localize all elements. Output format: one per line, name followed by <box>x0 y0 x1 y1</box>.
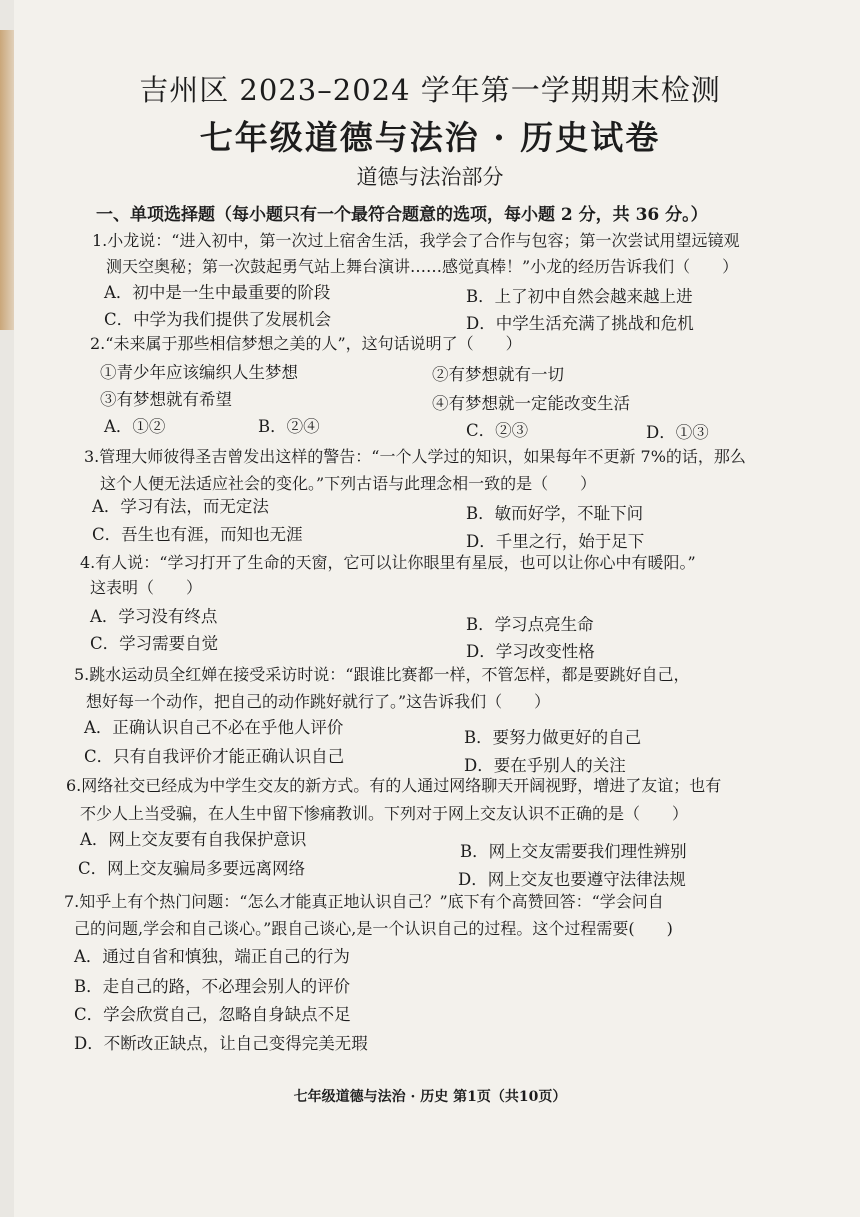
question-1-option-d: D．中学生活充满了挑战和危机 <box>466 314 694 333</box>
question-5-option-d: D．要在乎别人的关注 <box>464 756 626 775</box>
question-2-option-c: C．②③ <box>466 421 529 440</box>
question-1-line-1: 1.小龙说：“进入初中，第一次过上宿舍生活，我学会了合作与包容；第一次尝试用望远镜观 <box>92 231 740 250</box>
question-5-line-2: 想好每一个动作，把自己的动作跳好就行了。”这告诉我们（ ） <box>86 692 551 711</box>
exam-title: 吉州区 2023–2024 学年第一学期期末检测 <box>139 73 721 107</box>
question-4-line-1: 4.有人说：“学习打开了生命的天窗，它可以让你眼里有星辰，也可以让你心中有暖阳。” <box>80 553 696 572</box>
question-3-option-a: A．学习有法，而无定法 <box>92 497 269 516</box>
question-2-option-d: D．①③ <box>646 423 709 442</box>
question-4-option-c: C．学习需要自觉 <box>90 634 219 653</box>
question-1-option-c: C．中学为我们提供了发展机会 <box>104 310 332 329</box>
question-2-statement-4: ④有梦想就一定能改变生活 <box>432 394 630 413</box>
question-4-option-b: B．学习点亮生命 <box>466 615 594 634</box>
part-title: 道德与法治部分 <box>356 165 504 189</box>
question-1-option-b: B．上了初中自然会越来越上进 <box>466 287 693 306</box>
question-7-option-c: C．学会欣赏自己，忽略自身缺点不足 <box>74 1005 351 1024</box>
question-2-option-b: B．②④ <box>258 417 320 436</box>
question-2-statement-1: ①青少年应该编织人生梦想 <box>100 363 298 382</box>
question-4-option-a: A．学习没有终点 <box>90 607 218 626</box>
question-2-option-a: A．①② <box>104 417 166 436</box>
question-3-line-2: 这个人便无法适应社会的变化。”下列古语与此理念相一致的是（ ） <box>100 474 597 493</box>
question-2-line-1: 2.“未来属于那些相信梦想之美的人”，这句话说明了（ ） <box>90 334 522 353</box>
question-3-option-b: B．敏而好学，不耻下问 <box>466 504 644 523</box>
question-4-line-2: 这表明（ ） <box>90 578 203 597</box>
question-5-option-b: B．要努力做更好的自己 <box>464 728 642 747</box>
question-6-line-2: 不少人上当受骗，在人生中留下惨痛教训。下列对于网上交友认识不正确的是（ ） <box>80 804 689 823</box>
question-6-option-a: A．网上交友要有自我保护意识 <box>80 830 307 849</box>
question-3-option-d: D．千里之行，始于足下 <box>466 532 645 551</box>
question-5-line-1: 5.跳水运动员全红婵在接受采访时说：“跟谁比赛都一样，不管怎样，都是要跳好自己， <box>74 665 690 684</box>
question-2-statement-2: ②有梦想就有一切 <box>432 365 564 384</box>
question-6-option-d: D．网上交友也要遵守法律法规 <box>458 870 686 889</box>
page-footer: 七年级道德与法治 · 历史 第1页（共10页） <box>293 1089 567 1105</box>
question-7-line-1: 7.知乎上有个热门问题：“怎么才能真正地认识自己？”底下有个高赞回答：“学会问自 <box>64 892 664 911</box>
question-7-option-b: B．走自己的路，不必理会别人的评价 <box>74 977 351 996</box>
question-1-option-a: A．初中是一生中最重要的阶段 <box>104 283 331 302</box>
question-6-line-1: 6.网络社交已经成为中学生交友的新方式。有的人通过网络聊天开阔视野，增进了友谊；也有 <box>66 776 722 795</box>
question-2-statement-3: ③有梦想就有希望 <box>100 390 232 409</box>
question-7-line-2: 己的问题,学会和自己谈心。”跟自己谈心,是一个认识自己的过程。这个过程需要( ) <box>74 919 673 938</box>
question-6-option-b: B．网上交友需要我们理性辨别 <box>460 842 687 861</box>
question-7-option-d: D．不断改正缺点，让自己变得完美无瑕 <box>74 1034 368 1053</box>
question-6-option-c: C．网上交友骗局多要远离网络 <box>78 859 306 878</box>
exam-subject-title: 七年级道德与法治 · 历史试卷 <box>199 118 661 157</box>
section-heading: 一、单项选择题（每小题只有一个最符合题意的选项，每小题 2 分，共 36 分。） <box>96 205 708 225</box>
question-1-line-2: 测天空奥秘；第一次鼓起勇气站上舞台演讲……感觉真棒！”小龙的经历告诉我们（ ） <box>106 257 739 276</box>
question-5-option-c: C．只有自我评价才能正确认识自己 <box>84 747 345 766</box>
question-3-line-1: 3.管理大师彼得圣吉曾发出这样的警告：“一个人学过的知识，如果每年不更新 7%的话，那么 <box>84 447 746 466</box>
question-5-option-a: A．正确认识自己不必在乎他人评价 <box>84 718 344 737</box>
question-4-option-d: D．学习改变性格 <box>466 642 595 661</box>
question-7-option-a: A．通过自省和慎独，端正自己的行为 <box>74 947 350 966</box>
question-3-option-c: C．吾生也有涯，而知也无涯 <box>92 525 303 544</box>
